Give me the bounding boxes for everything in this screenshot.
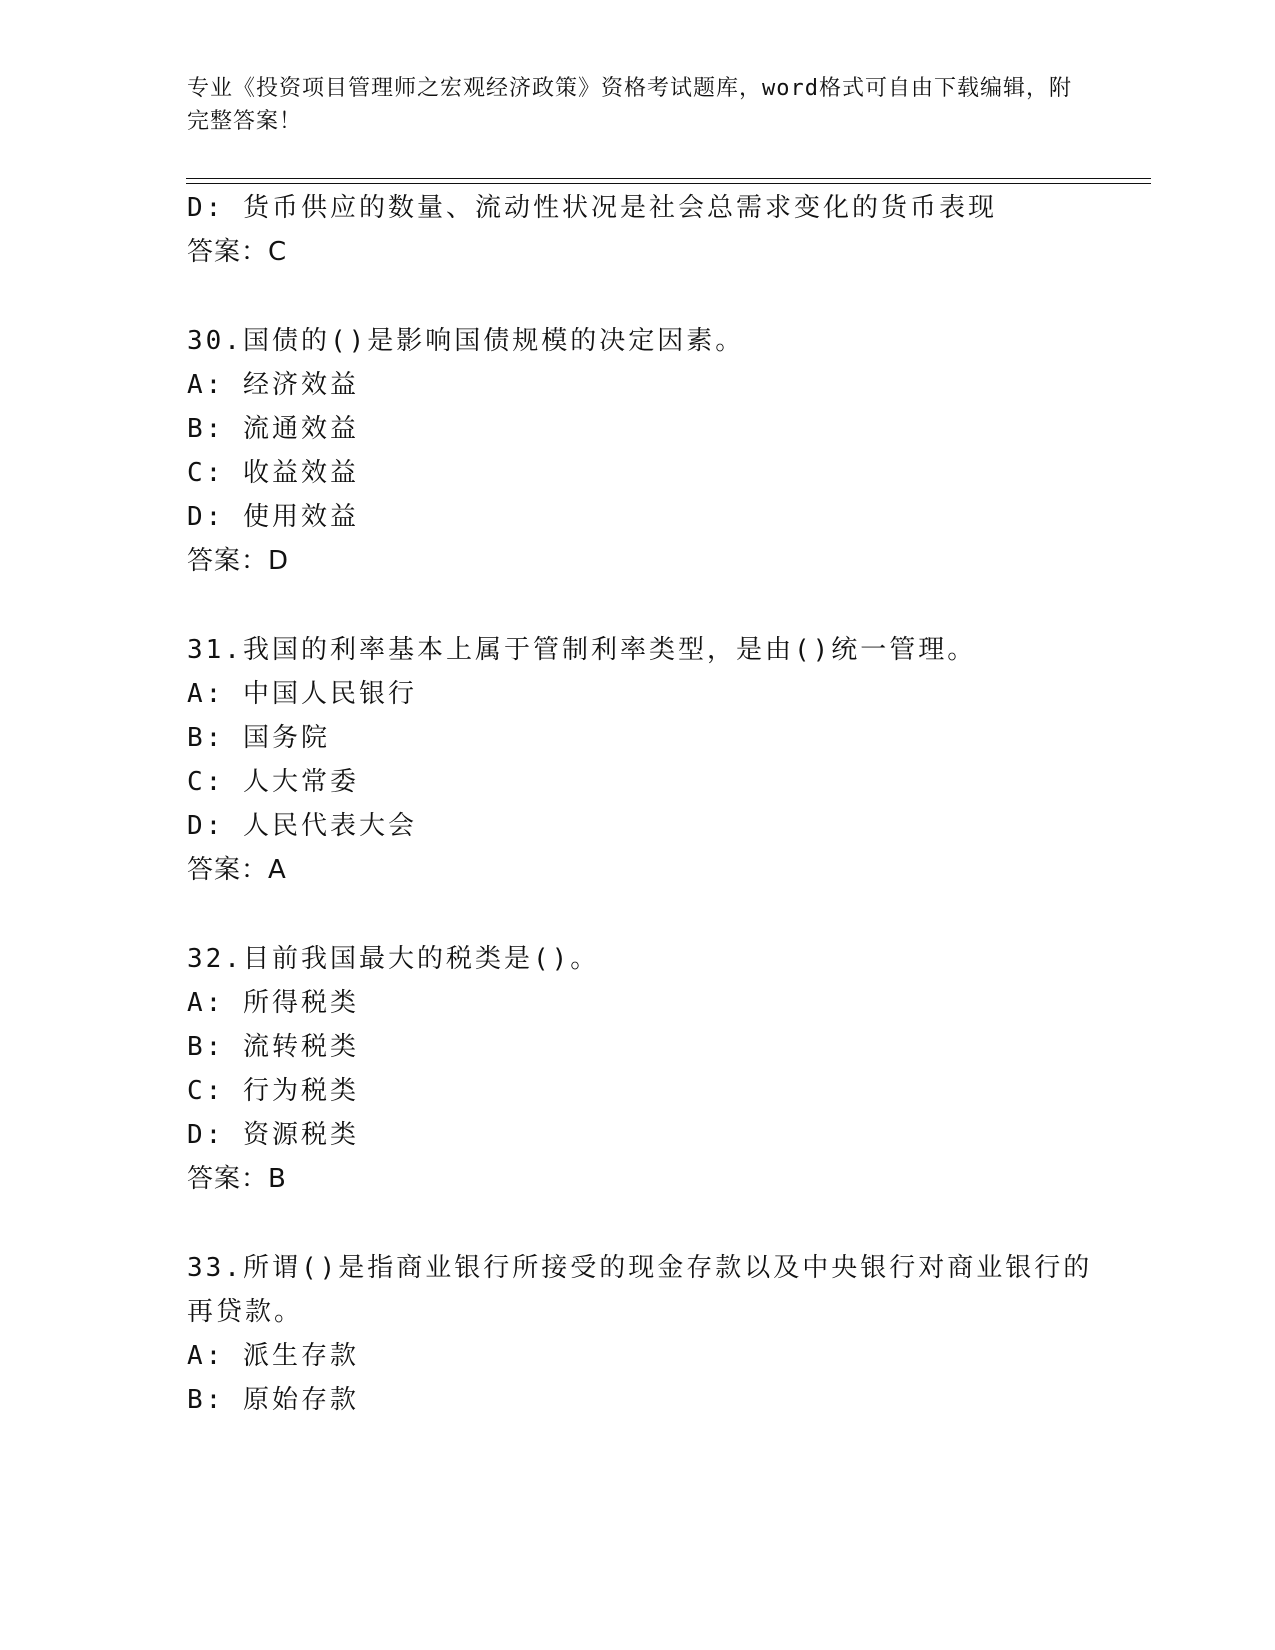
question-30-option-c: C: 收益效益 <box>187 458 359 488</box>
question-32-option-d: D: 资源税类 <box>187 1120 359 1150</box>
question-30-answer: 答案：D <box>187 546 290 576</box>
question-32-option-b: B: 流转税类 <box>187 1032 359 1062</box>
question-31-option-a: A: 中国人民银行 <box>187 679 417 709</box>
question-32-answer: 答案：B <box>187 1164 287 1194</box>
question-33-stem-line1: 33.所谓()是指商业银行所接受的现金存款以及中央银行对商业银行的 <box>187 1253 1093 1283</box>
question-31-option-d: D: 人民代表大会 <box>187 811 417 841</box>
question-33-option-a: A: 派生存款 <box>187 1341 359 1371</box>
question-31-stem: 31.我国的利率基本上属于管制利率类型，是由()统一管理。 <box>187 635 977 665</box>
question-31-option-c: C: 人大常委 <box>187 767 359 797</box>
prev-answer: 答案：C <box>187 237 288 267</box>
page-header-text: 专业《投资项目管理师之宏观经济政策》资格考试题库，word格式可自由下载编辑，附完整答案！ <box>187 76 1072 134</box>
prev-option-d: D: 货币供应的数量、流动性状况是社会总需求变化的货币表现 <box>187 193 997 223</box>
question-30-option-b: B: 流通效益 <box>187 414 359 444</box>
question-33-stem-line2: 再贷款。 <box>187 1297 304 1327</box>
question-32-option-a: A: 所得税类 <box>187 988 359 1018</box>
question-32-option-c: C: 行为税类 <box>187 1076 359 1106</box>
question-31-answer: 答案：A <box>187 855 287 885</box>
question-31-option-b: B: 国务院 <box>187 723 330 753</box>
header-divider-bottom <box>186 183 1151 184</box>
question-30-stem: 30.国债的()是影响国债规模的决定因素。 <box>187 326 745 356</box>
question-30-option-a: A: 经济效益 <box>187 370 359 400</box>
question-30-option-d: D: 使用效益 <box>187 502 359 532</box>
question-33-option-b: B: 原始存款 <box>187 1385 359 1415</box>
header-divider-top <box>186 178 1151 179</box>
question-32-stem: 32.目前我国最大的税类是()。 <box>187 944 600 974</box>
